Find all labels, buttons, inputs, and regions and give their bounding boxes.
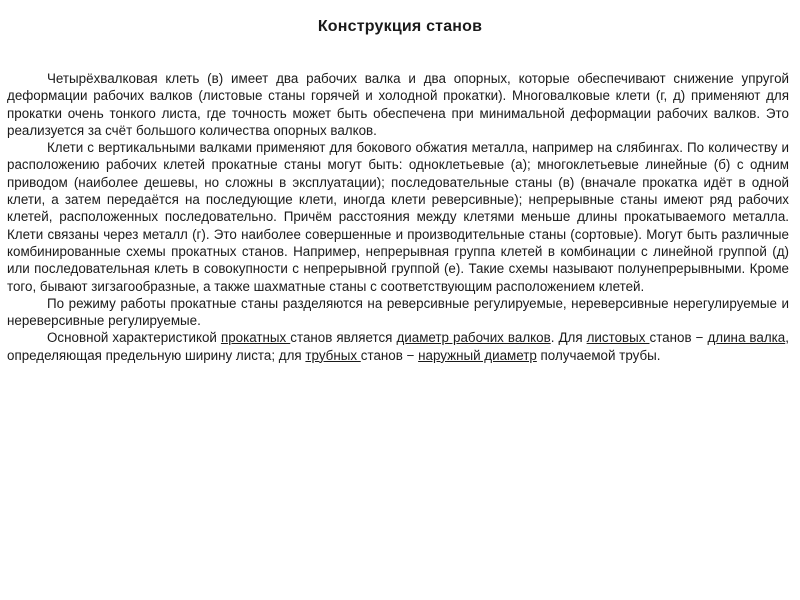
link-roll-length[interactable]: длина валка <box>707 330 786 346</box>
link-rolling[interactable]: прокатных <box>220 330 291 346</box>
paragraph-3: По режиму работы прокатные станы разделяются на реверсивные регулируемые, нереверсивные нерегулируемые и нереверсивные регулируемые. <box>7 295 789 329</box>
text-segment: станов − <box>360 347 419 363</box>
paragraph-1: Четырёхвалковая клеть (в) имеет два рабочих валка и два опорных, которые обеспечивают снижение упругой деформации рабочих валков (листовые станы горячей и холодной прокатки). Многовалковые клети (г, д) применяют для прокатки очень тонкого листа, где точность может быть обеспечена при минимальной деформации рабочих валков. Это реализуется за счёт большого количества опорных валков. <box>7 71 789 138</box>
text-segment: получаемой трубы. <box>536 347 661 363</box>
link-sheet[interactable]: листовых <box>586 330 650 346</box>
link-outer-diameter[interactable]: наружный диаметр <box>418 347 537 363</box>
text-segment: Основной характеристикой <box>47 330 221 346</box>
body-text <box>7 70 789 364</box>
text-segment: станов является <box>290 330 397 346</box>
paragraph-4 <box>7 329 789 364</box>
link-roll-diameter[interactable]: диаметр рабочих валков <box>396 330 551 346</box>
page-title: Конструкция станов <box>317 18 483 35</box>
paragraph-2: Клети с вертикальными валками применяют для бокового обжатия металла, например на слябингах. По количеству и расположению рабочих клетей прокатные станы могут быть: одноклетьевые (а); многоклетьевые линейные (б) с одним приводом (наиболее дешевы, но сложны в эксплуатации); последовательные станы (в) (вначале прокатка идёт в одной клети, а затем передаётся на последующие клети, иногда клети реверсивные); непрерывные станы имеют ряд рабочих клетей, расположенных последовательно. Причём расстояния между клетями меньше длины прокатываемого металла. Клети связаны через металл (г). Это наиболее совершенные и производительные станы (сортовые). Могут быть различные комбинированные схемы прокатных станов. Например, непрерывная группа клетей в комбинации с линейной группой (д) или последовательная клеть в совокупности с непрерывной группой (е). Такие схемы называют полунепрерывными. Кроме того, бывают зигзагообразные, а также шахматные станы с соответствующим расположением клетей. <box>7 140 789 294</box>
text-segment: . Для <box>550 330 587 346</box>
text-segment: , определяющая предельную ширину листа; для <box>7 330 789 363</box>
text-segment: станов − <box>649 330 708 346</box>
link-pipe[interactable]: трубных <box>305 347 361 363</box>
